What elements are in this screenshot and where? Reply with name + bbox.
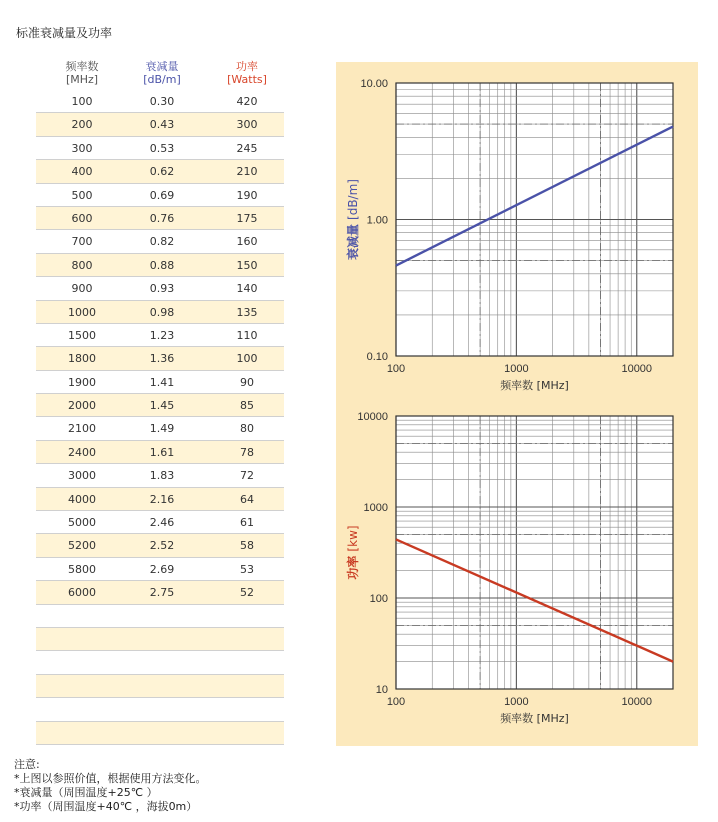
power-cell: 78 <box>240 445 254 459</box>
note-line: *上图以参照价值，根据使用方法变化。 <box>14 772 207 785</box>
frequency-cell: 2000 <box>68 399 96 413</box>
power-cell: 64 <box>240 492 254 506</box>
frequency-cell: 2400 <box>68 445 96 459</box>
table-row <box>36 184 284 207</box>
table-row <box>36 277 284 300</box>
frequency-cell: 4000 <box>68 492 96 506</box>
frequency-cell: 400 <box>71 165 93 179</box>
header-power-unit: [Watts] <box>227 73 267 86</box>
note-line: *功率（周围温度+40℃ ，海拔0m） <box>14 800 198 813</box>
table-row <box>36 675 284 698</box>
frequency-cell: 5000 <box>68 516 96 530</box>
power-cell: 300 <box>236 118 258 132</box>
table-row <box>36 207 284 230</box>
table-row <box>36 722 284 745</box>
attenuation-cell: 2.75 <box>149 586 175 600</box>
frequency-cell: 2100 <box>68 422 96 436</box>
attenuation-cell: 0.43 <box>149 118 175 132</box>
attenuation-cell: 0.69 <box>149 188 175 202</box>
y-axis-label-unit: [kw] <box>346 525 360 552</box>
table-row <box>36 511 284 534</box>
x-tick-label: 1000 <box>504 363 529 375</box>
header-attenuation-title: 衰减量 <box>145 60 179 73</box>
table-row <box>36 160 284 183</box>
table-row <box>36 534 284 557</box>
attenuation-cell: 2.16 <box>149 492 175 506</box>
x-axis-label: 频率数 [MHz] <box>500 712 569 725</box>
y-tick-label: 1000 <box>363 502 388 514</box>
frequency-cell: 300 <box>71 141 93 155</box>
frequency-cell: 3000 <box>68 469 96 483</box>
x-tick-label: 10000 <box>621 363 653 375</box>
attenuation-cell: 1.36 <box>149 352 175 366</box>
attenuation-cell: 0.30 <box>149 95 175 108</box>
attenuation-cell: 0.93 <box>149 282 175 296</box>
power-cell: 210 <box>236 165 258 179</box>
attenuation-cell: 0.88 <box>149 258 175 272</box>
attenuation-cell: 0.82 <box>149 235 175 249</box>
power-cell: 58 <box>240 539 254 553</box>
power-cell: 110 <box>236 328 258 342</box>
frequency-cell: 600 <box>71 211 93 225</box>
header-power-title: 功率 <box>236 60 258 73</box>
frequency-cell: 500 <box>71 188 93 202</box>
notes-heading: 注意: <box>14 758 40 771</box>
header-frequency-title: 频率数 <box>65 60 99 73</box>
table-row <box>36 230 284 253</box>
table-row <box>36 558 284 581</box>
y-tick-label: 10.00 <box>360 78 388 90</box>
frequency-cell: 100 <box>71 95 93 108</box>
table-row <box>36 417 284 440</box>
x-tick-label: 1000 <box>504 696 529 708</box>
table-row <box>36 651 284 674</box>
y-tick-label: 10000 <box>357 411 388 423</box>
power-cell: 53 <box>240 562 254 576</box>
attenuation-cell: 1.83 <box>149 469 175 483</box>
power-cell: 61 <box>240 516 254 530</box>
table-row <box>36 441 284 464</box>
table-row <box>36 698 284 721</box>
y-axis-label-unit: [dB/m] <box>346 179 360 220</box>
table-row <box>36 90 284 113</box>
x-tick-label: 100 <box>386 363 406 375</box>
table-row <box>36 581 284 604</box>
power-cell: 100 <box>236 352 258 366</box>
frequency-cell: 5200 <box>68 539 96 553</box>
table-row <box>36 488 284 511</box>
power-cell: 160 <box>236 235 258 249</box>
attenuation-cell: 0.53 <box>149 141 175 155</box>
table-row <box>36 347 284 370</box>
y-axis-label-main: 功率 <box>346 555 360 580</box>
power-cell: 85 <box>240 399 254 413</box>
table-row <box>36 394 284 417</box>
attenuation-cell: 1.61 <box>149 445 175 459</box>
x-tick-label: 10000 <box>621 696 653 708</box>
power-cell: 245 <box>236 141 258 155</box>
frequency-cell: 1000 <box>68 305 96 319</box>
attenuation-cell: 1.45 <box>149 399 175 413</box>
y-axis-label <box>345 525 360 579</box>
attenuation-cell: 0.98 <box>149 305 175 319</box>
table-row <box>36 324 284 347</box>
header-frequency-unit: [MHz] <box>65 73 99 86</box>
table-row <box>36 301 284 324</box>
attenuation-cell: 2.52 <box>149 539 175 553</box>
power-cell: 175 <box>236 211 258 225</box>
power-cell: 420 <box>236 95 258 108</box>
attenuation-cell: 1.41 <box>149 375 175 389</box>
header-attenuation <box>122 60 202 86</box>
frequency-cell: 6000 <box>68 586 96 600</box>
power-cell: 52 <box>240 586 254 600</box>
y-tick-label: 100 <box>369 593 388 605</box>
attenuation-cell: 0.76 <box>149 211 175 225</box>
header-attenuation-unit: [dB/m] <box>143 73 181 86</box>
y-tick-label: 0.10 <box>366 351 388 363</box>
attenuation-cell: 2.46 <box>149 516 175 530</box>
table-row <box>36 605 284 628</box>
x-axis-label: 频率数 [MHz] <box>500 379 569 392</box>
frequency-cell: 1800 <box>68 352 96 366</box>
table-row <box>36 371 284 394</box>
attenuation-cell: 1.49 <box>149 422 175 436</box>
frequency-cell: 1900 <box>68 375 96 389</box>
header-power <box>207 60 287 86</box>
power-cell: 72 <box>240 469 254 483</box>
chart-panel <box>336 62 698 746</box>
spec-table <box>36 60 284 745</box>
frequency-cell: 900 <box>71 282 93 296</box>
frequency-cell: 800 <box>71 258 93 272</box>
attenuation-cell: 2.69 <box>149 562 175 576</box>
frequency-cell: 5800 <box>68 562 96 576</box>
attenuation-cell: 0.62 <box>149 165 175 179</box>
y-tick-label: 10 <box>375 684 388 696</box>
y-axis-label <box>345 179 360 260</box>
table-row <box>36 113 284 136</box>
power-cell: 150 <box>236 258 258 272</box>
power-cell: 90 <box>240 375 254 389</box>
charts-svg <box>336 62 698 746</box>
frequency-cell: 1500 <box>68 328 96 342</box>
table-body <box>36 90 284 745</box>
table-row <box>36 628 284 651</box>
power-cell: 135 <box>236 305 258 319</box>
note-line: *衰减量（周围温度+25℃ ） <box>14 786 158 799</box>
y-tick-label: 1.00 <box>366 214 388 227</box>
power-cell: 190 <box>236 188 258 202</box>
page-title: 标准衰减量及功率 <box>16 26 113 40</box>
table-row <box>36 254 284 277</box>
power-cell: 140 <box>236 282 258 296</box>
table-row <box>36 137 284 160</box>
y-axis-label-main: 衰减量 <box>346 223 360 260</box>
header-frequency <box>42 60 122 86</box>
x-tick-label: 100 <box>386 696 406 708</box>
attenuation-cell: 1.23 <box>149 328 175 342</box>
frequency-cell: 200 <box>71 118 93 132</box>
notes <box>14 758 207 814</box>
frequency-cell: 700 <box>71 235 93 249</box>
table-header <box>36 60 284 90</box>
table-row <box>36 464 284 487</box>
power-cell: 80 <box>240 422 254 436</box>
